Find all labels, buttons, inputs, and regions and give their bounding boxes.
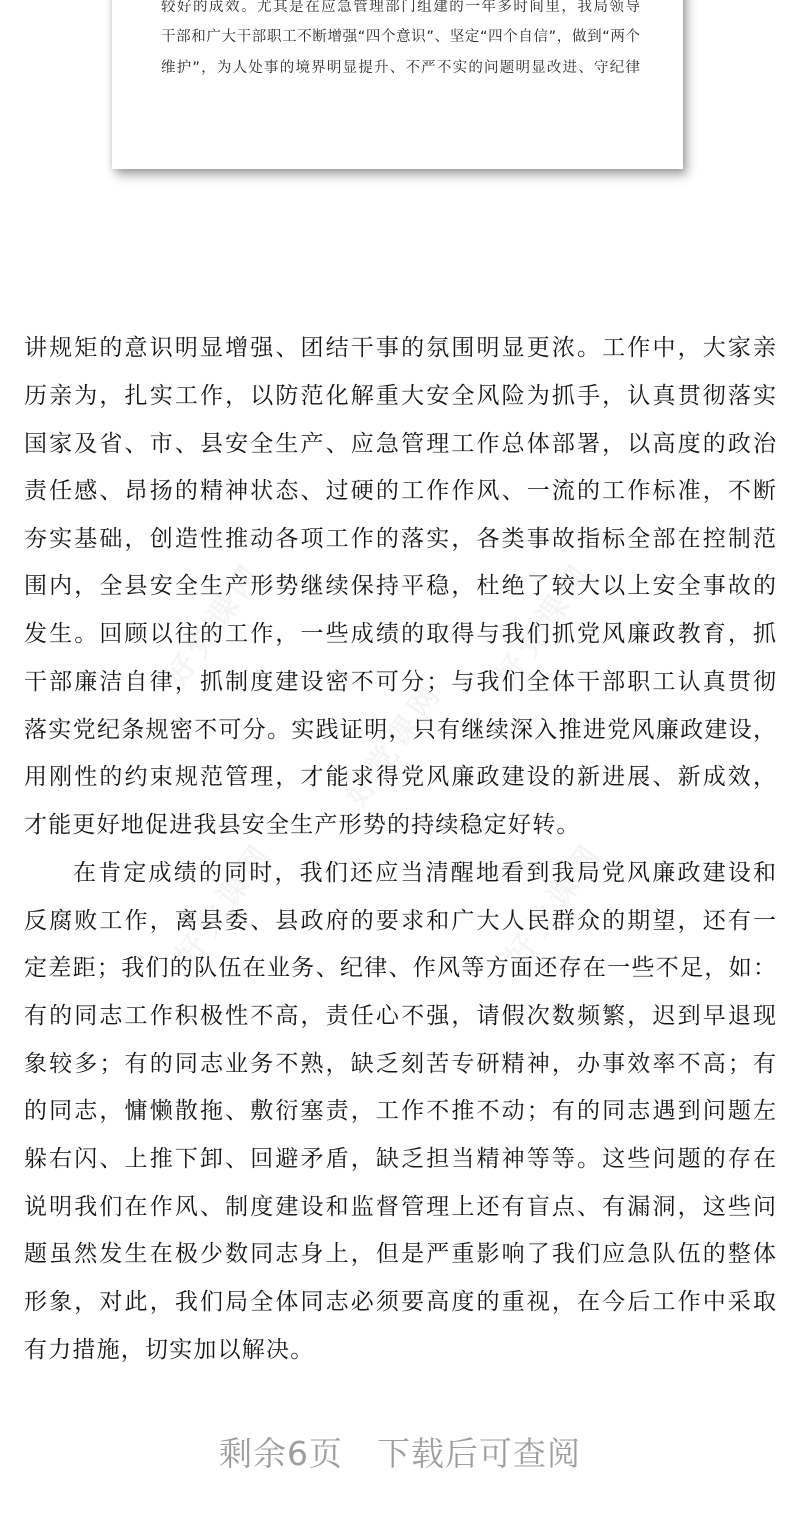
remaining-pages-label: 剩余6页 [219,1434,343,1473]
text-line: 落实党纪条规密不可分。实践证明，只有继续深入推进党风廉政建设， [24,717,776,743]
text-line: 历亲为，扎实工作，以防范化解重大安全风险为抓手，认真贯彻落实 [24,383,776,409]
text-line: 有力措施，切实加以解决。 [24,1337,315,1363]
card-text-line: 较好的成效。尤其是在应急管理部门组建的一年多时间里，我局领导 [161,0,640,15]
text-line: 发生。回顾以往的工作，一些成绩的取得与我们抓党风廉政教育，抓 [24,621,776,647]
text-line: 形象，对此，我们局全体同志必须要高度的重视，在今后工作中采取 [24,1289,776,1315]
text-line: 象较多；有的同志业务不熟，缺乏刻苦专研精神，办事效率不高；有 [24,1051,776,1077]
text-line: 说明我们在作风、制度建设和监督管理上还有盲点、有漏洞，这些问 [24,1194,776,1220]
preview-page-card [112,0,683,169]
text-line: 才能更好地促进我县安全生产形势的持续稳定好转。 [24,812,581,838]
text-line: 夯实基础，创造性推动各项工作的落实，各类事故指标全部在控制范 [24,526,776,552]
card-text-line: 干部和广大干部职工不断增强“四个意识”、坚定“四个自信”，做到“两个 [161,29,640,45]
text-line: 躲右闪、上推下卸、回避矛盾，缺乏担当精神等等。这些问题的存在 [24,1146,776,1172]
text-line: 干部廉洁自律，抓制度建设密不可分；与我们全体干部职工认真贯彻 [24,669,776,695]
text-line: 国家及省、市、县安全生产、应急管理工作总体部署，以高度的政治 [24,431,776,457]
text-line: 有的同志工作积极性不高，责任心不强，请假次数频繁，迟到早退现 [24,1003,776,1029]
download-hint-label: 下载后可查阅 [377,1434,581,1473]
card-text-line: 维护”，为人处事的境界明显提升、不严不实的问题明显改进、守纪律 [161,60,640,76]
text-line: 反腐败工作，离县委、县政府的要求和广大人民群众的期望，还有一 [24,908,776,934]
text-line: 定差距；我们的队伍在业务、纪律、作风等方面还存在一些不足，如： [24,955,776,981]
text-line: 在肯定成绩的同时，我们还应当清醒地看到我局党风廉政建设和 [73,860,776,886]
text-line: 的同志，慵懒散拖、敷衍塞责，工作不推不动；有的同志遇到问题左 [24,1098,776,1124]
text-line: 围内，全县安全生产形势继续保持平稳，杜绝了较大以上安全事故的 [24,573,776,599]
text-line: 用刚性的约束规范管理，才能求得党风廉政建设的新进展、新成效， [24,764,776,790]
text-line: 题虽然发生在极少数同志身上，但是严重影响了我们应急队伍的整体 [24,1241,776,1267]
text-line: 讲规矩的意识明显增强、团结干事的氛围明显更浓。工作中，大家亲 [24,335,776,361]
text-line: 责任感、昂扬的精神状态、过硬的工作作风、一流的工作标准，不断 [24,478,776,504]
download-to-view-notice[interactable] [0,1432,800,1476]
